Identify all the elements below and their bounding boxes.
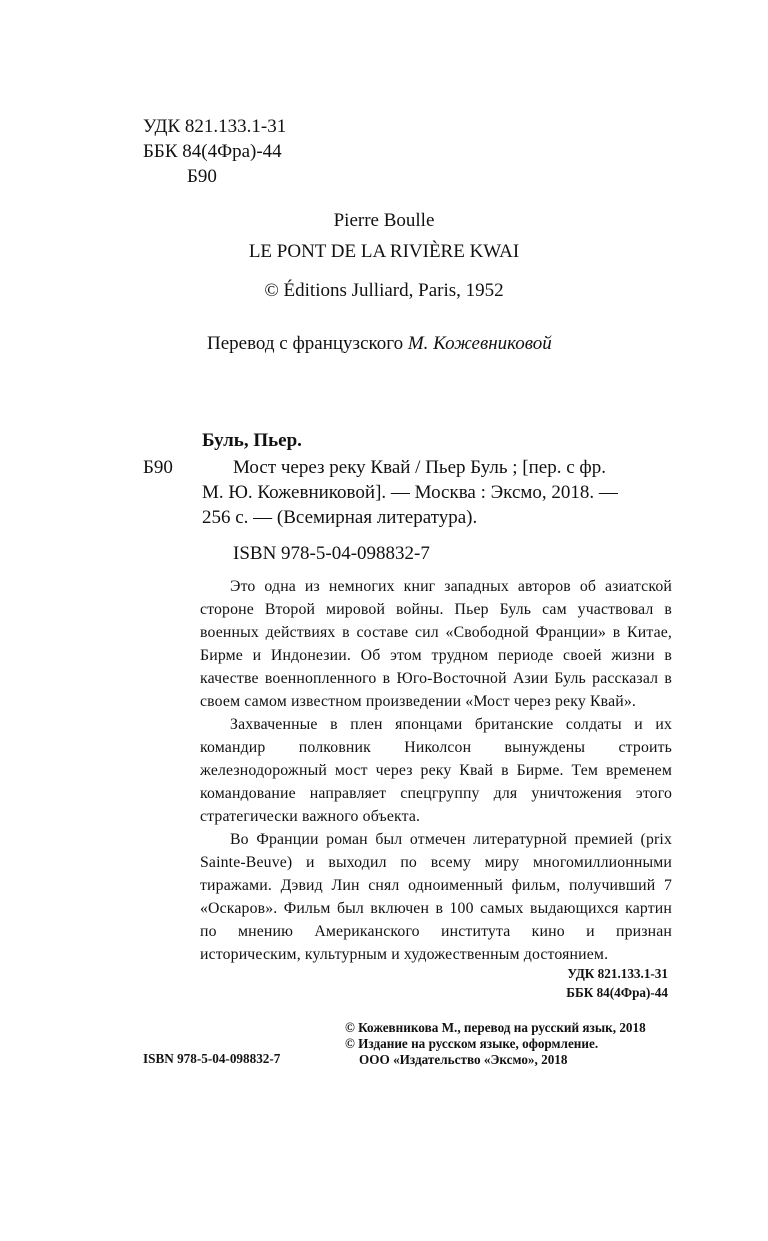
annotation-paragraph: Во Франции роман был отмечен литературной премией (prix Sainte-Beuve) и выходил по всему миру многомиллионными тиражами. Дэвид Лин снял одноименный фильм, получивший 7 «Оскаров». Фильм был включен в 100 самых выдающихся картин по мнению Американского института кино и признан историческим, культурным и художественным достоянием.: [200, 831, 672, 963]
footer-udk: УДК 821.133.1-31: [567, 966, 668, 981]
catalog-line: 256 с. — (Всемирная литература).: [202, 507, 478, 528]
copyright-publisher: ООО «Издательство «Эксмо», 2018: [359, 1052, 568, 1067]
catalog-isbn: ISBN 978-5-04-098832-7: [233, 543, 430, 564]
annotation: [200, 575, 672, 966]
original-copyright: © Éditions Julliard, Paris, 1952: [264, 280, 504, 301]
catalog-line: М. Ю. Кожевниковой]. — Москва : Эксмо, 2018. —: [202, 482, 618, 503]
translation-credit: [207, 333, 552, 355]
original-author: Pierre Boulle: [333, 210, 435, 231]
udk-code: УДК 821.133.1-31: [143, 116, 287, 137]
catalog-code: Б90: [143, 457, 173, 478]
catalog-author-heading: Буль, Пьер.: [202, 430, 302, 451]
footer-bbk: ББК 84(4Фра)-44: [566, 985, 668, 1000]
annotation-paragraph: Захваченные в плен японцами британские солдаты и их командир полковник Николсон вынуждены строить железнодорожный мост через реку Квай в Бирме. Тем временем командование направляет спецгруппу для уничтожения этого стратегически важного объекта.: [200, 716, 672, 825]
copyright-translation: © Кожевникова М., перевод на русский язык, 2018: [345, 1020, 646, 1035]
catalog-line: Мост через реку Квай / Пьер Буль ; [пер. с фр.: [233, 457, 606, 478]
author-mark: Б90: [187, 166, 217, 187]
annotation-paragraph: Это одна из немногих книг западных авторов об азиатской стороне Второй мировой войны. Пьер Буль сам участвовал в военных действиях в составе сил «Свободной Франции» в Китае, Бирме и Индонезии. Об этом трудном периоде своей жизни в качестве военнопленного в Юго-Восточной Азии Буль рассказал в своем самом известном произведении «Мост через реку Квай».: [200, 578, 672, 710]
bbk-code: ББК 84(4Фра)-44: [143, 141, 282, 162]
original-title: LE PONT DE LA RIVIÈRE KWAI: [248, 241, 520, 262]
translator-name: М. Кожевниковой: [407, 333, 552, 354]
copyright-edition: © Издание на русском языке, оформление.: [345, 1036, 599, 1051]
translation-prefix: Перевод с французского: [207, 333, 404, 354]
footer-isbn: ISBN 978-5-04-098832-7: [143, 1051, 281, 1066]
